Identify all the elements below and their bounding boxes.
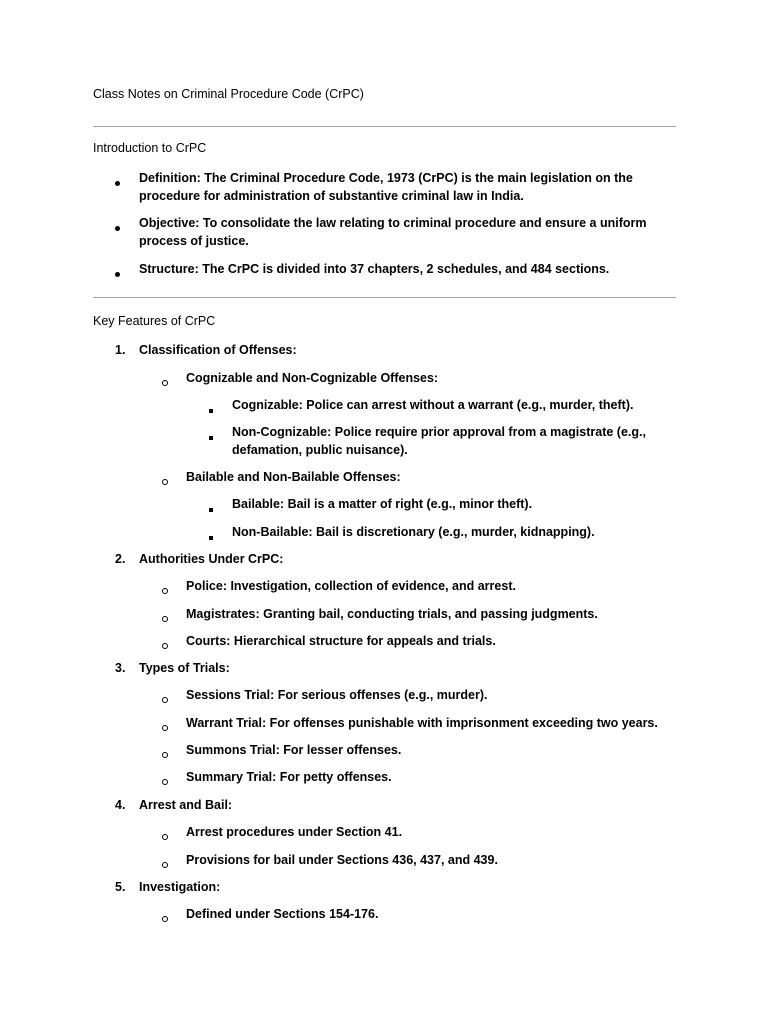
circle-bullet-icon [162,479,168,485]
intro-item-text: Structure: The CrPC is divided into 37 chapters, 2 schedules, and 484 sections. [139,262,610,276]
bullet-icon [115,272,120,277]
bullet-icon [115,181,120,186]
divider-2 [93,297,676,298]
circle-bullet-icon [162,380,168,386]
circle-bullet-icon [162,697,168,703]
square-bullet-icon [209,409,213,413]
square-bullet-icon [209,536,213,540]
circle-bullet-icon [162,834,168,840]
list-number: 4. [115,798,126,812]
list-number: 1. [115,343,126,357]
square-bullet-icon [209,436,213,440]
circle-bullet-icon [162,643,168,649]
circle-bullet-icon [162,752,168,758]
circle-bullet-icon [162,916,168,922]
document-title: Class Notes on Criminal Procedure Code (CrPC) [93,87,364,101]
list-number: 2. [115,552,126,566]
circle-bullet-icon [162,725,168,731]
circle-bullet-icon [162,779,168,785]
circle-bullet-icon [162,588,168,594]
circle-bullet-icon [162,616,168,622]
list-number: 5. [115,880,126,894]
intro-item-text: Definition: The Criminal Procedure Code, 1973 (CrPC) is the main legislation on the procedure for administration of substantive criminal law in India. [139,171,633,203]
bullet-icon [115,226,120,231]
divider-1 [93,126,676,127]
list-number: 3. [115,661,126,675]
intro-heading: Introduction to CrPC [93,141,207,155]
circle-bullet-icon [162,862,168,868]
square-bullet-icon [209,508,213,512]
key-features-heading: Key Features of CrPC [93,314,216,328]
intro-item-text: Objective: To consolidate the law relating to criminal procedure and ensure a uniform process of justice. [139,216,647,248]
